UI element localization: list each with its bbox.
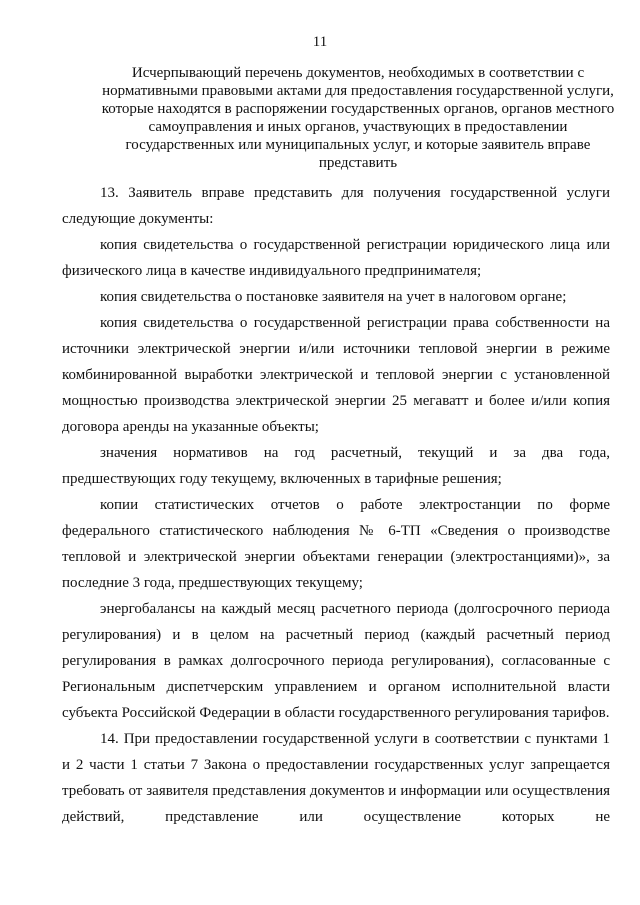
paragraph-14: 14. При предоставлении государственной услуги в соответствии с пунктами 1 и 2 части 1 статьи 7 Закона о предоставлении государственных услуг запрещается требовать от заявителя представления документов и информации или осуществления действий, представление или осуществление которых не <box>62 731 610 825</box>
paragraph-doc-energy-balance: энергобалансы на каждый месяц расчетного периода (долгосрочного периода регулирования) и в целом на расчетный период (каждый расчетный период регулирования в рамках долгосрочного периода регулирования), согласованные с Региональным диспетчерским управлением и органом исполнительной власти субъекта Российской Федерации в области государственного регулирования тарифов. <box>62 601 610 721</box>
paragraph-13: 13. Заявитель вправе представить для получения государственной услуги следующие документы: <box>62 185 610 227</box>
paragraph-doc-ownership: копия свидетельства о государственной регистрации права собственности на источники электрической энергии и/или источники тепловой энергии в режиме комбинированной выработки электрической и тепловой энергии с установленной мощностью производства электрической энергии 25 мегаватт и более и/или копия договора аренды на указанные объекты; <box>62 315 610 435</box>
paragraph-doc-registration: копия свидетельства о государственной регистрации юридического лица или физического лица в качестве индивидуального предпринимателя; <box>62 237 610 279</box>
paragraph-doc-tax: копия свидетельства о постановке заявителя на учет в налоговом органе; <box>100 289 567 305</box>
section-heading: Исчерпывающий перечень документов, необходимых в соответствии с нормативными правовыми актами для предоставления государственной услуги, которые находятся в распоряжении государственных органов, органов местного самоуправления и иных органов, участвующих в предоставлении государственных или муниципальных услуг, и которые заявитель вправе представить <box>101 65 615 171</box>
page-number: 11 <box>312 34 328 50</box>
document-body <box>62 180 610 830</box>
paragraph-doc-statistics: копии статистических отчетов о работе электростанции по форме федерального статистического наблюдения № 6-ТП «Сведения о производстве тепловой и электрической энергии объектами генерации (электростанциями)», за последние 3 года, предшествующих текущему; <box>62 497 610 591</box>
paragraph-doc-norms: значения нормативов на год расчетный, текущий и за два года, предшествующих году текущему, включенных в тарифные решения; <box>62 445 610 487</box>
